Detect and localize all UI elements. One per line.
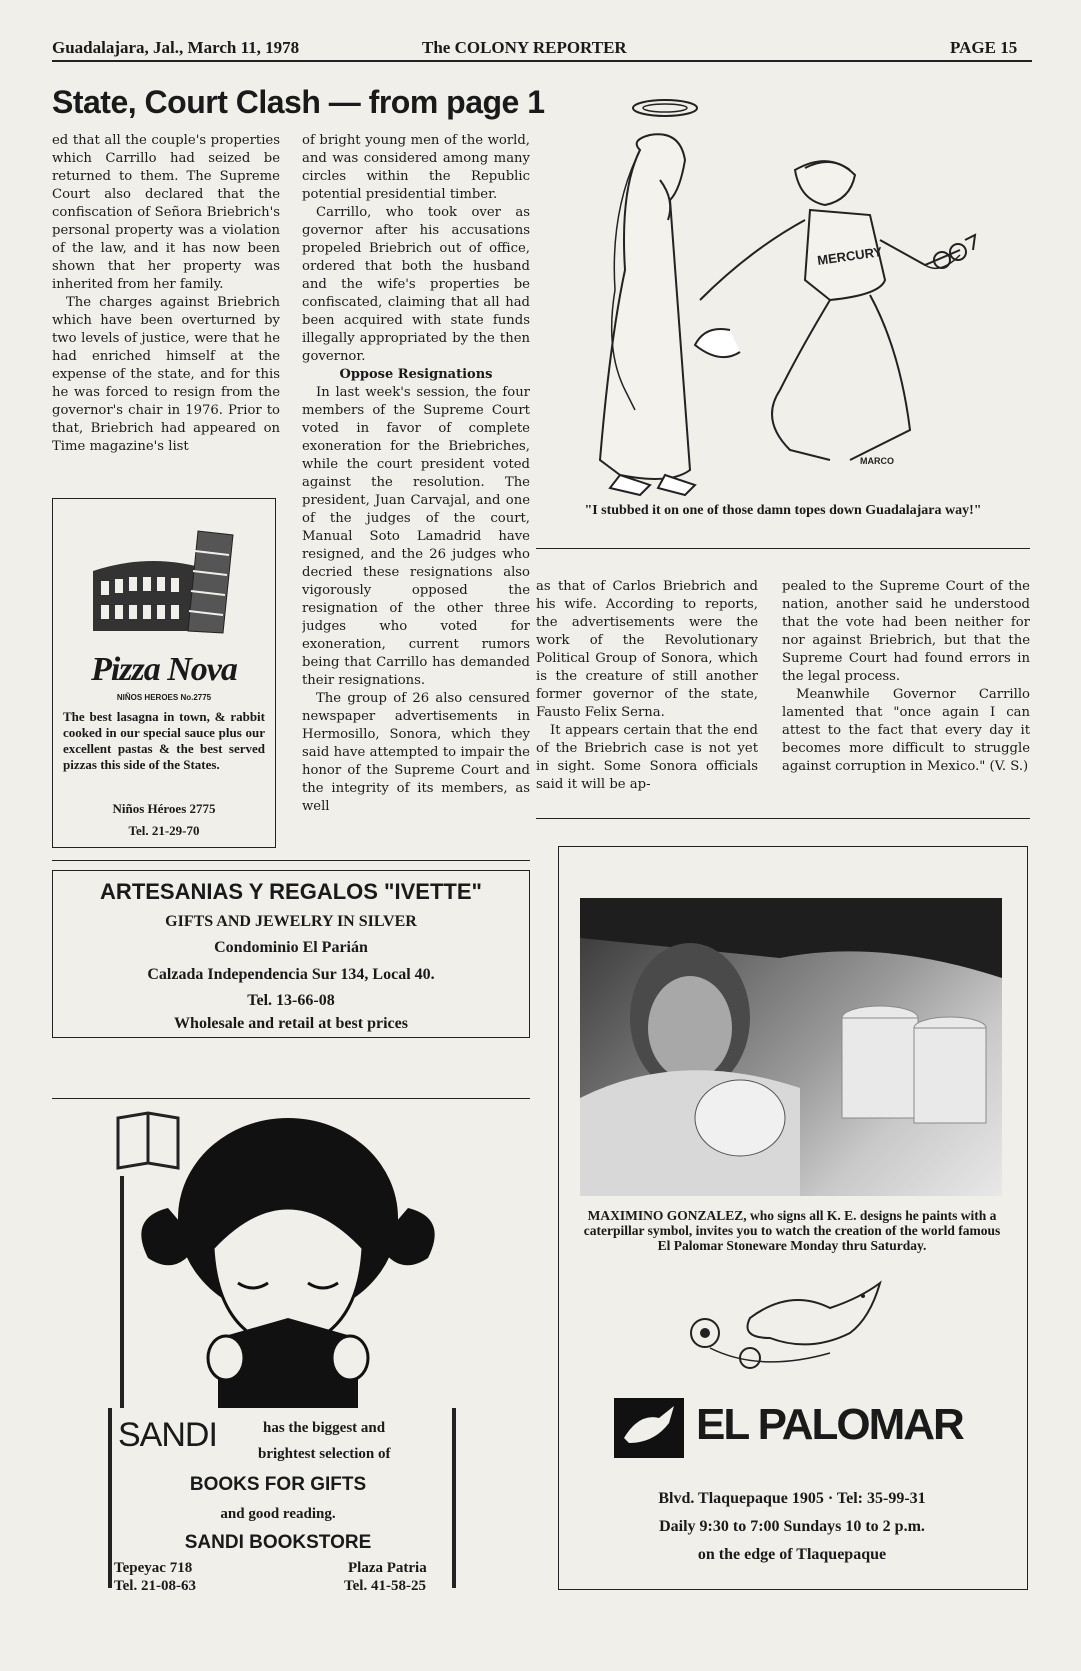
sandi-books-for-gifts: BOOKS FOR GIFTS <box>189 1474 367 1495</box>
sandi-ad <box>108 1108 458 1594</box>
header-rule <box>52 60 1032 62</box>
cartoon-caption: "I stubbed it on one of those damn topes down Guadalajara way!" <box>584 503 982 518</box>
paragraph: ed that all the couple's properties which Carrillo had seized be returned to them. The Supreme Court also declared that the confiscation of Señora Briebrich's personal property was a violation of the law, and it has now been shown that her property was inherited from her family. <box>52 133 280 292</box>
palomar-photo-caption: MAXIMINO GONZALEZ, who signs all K. E. designs he paints with a caterpillar symbol, invites you to watch the creation of the world famous El Palomar Stoneware Monday thru Saturday. <box>583 1208 1001 1253</box>
paragraph: It appears certain that the end of the Briebrich case is not yet in sight. Some Sonora officials said it will be ap- <box>536 723 758 792</box>
paragraph: Meanwhile Governor Carrillo lamented that "once again I can attest to the fact that every day it becomes more difficult to struggle against corruption in Mexico." (V. S.) <box>782 687 1030 774</box>
paragraph: pealed to the Supreme Court of the nation, another said he understood that the vote had been neither for nor against Briebrich, but that the Supreme Court had found errors in the legal process. <box>782 579 1030 684</box>
dove-logo-icon <box>614 1398 684 1458</box>
maximino-photo <box>580 898 1002 1196</box>
ivette-line-3: Calzada Independencia Sur 134, Local 40. <box>147 966 435 983</box>
cartoon-signature: MARCO <box>860 456 894 466</box>
sandi-address-1: Tepeyac 718 <box>114 1560 193 1576</box>
ivette-ad <box>52 870 530 1038</box>
photo-content <box>580 898 1002 1196</box>
palomar-hours: Daily 9:30 to 7:00 Sundays 10 to 2 p.m. <box>659 1518 925 1535</box>
ivette-line-1: GIFTS AND JEWELRY IN SILVER <box>165 913 417 930</box>
pizza-nova-blurb: The best lasagna in town, & rabbit cooked in our special sauce plus our excellent pastas & the best served pizzas this side of the States. <box>63 709 265 772</box>
sandi-tagline-1: has the biggest and <box>263 1420 386 1436</box>
cartoon-label: MERCURY <box>816 244 884 268</box>
article-column-4 <box>782 578 1030 810</box>
ivette-line-2: Condominio El Parián <box>214 939 368 956</box>
sandi-logo: SANDI <box>118 1416 217 1454</box>
sandi-bookstore-name: SANDI BOOKSTORE <box>184 1532 372 1553</box>
paragraph: as that of Carlos Briebrich and his wife. According to reports, the advertisements were the work of the Revolutionary Political Group of Sonora, which is the creature of still another former governor of the state, Fausto Felix Serna. <box>536 579 758 720</box>
girl-reading-book-icon <box>108 1108 458 1408</box>
newspaper-name: The COLONY REPORTER <box>422 38 627 57</box>
cartoon-rule <box>536 548 1030 549</box>
paragraph: In last week's session, the four members of the Supreme Court voted in favor of complete exoneration for the Briebriches, while the court president voted against the resolution. The president, Juan Carvajal, and one of the judges of the court, Manual Soto Lamadrid have resigned, and the 26 judges who decried these resignations also vigorously opposed the resignation of the other three judges who voted for exoneration, current rumors being that Carrillo has demanded their resignations. <box>302 385 530 688</box>
sandi-good-reading: and good reading. <box>220 1506 336 1522</box>
dateline: Guadalajara, Jal., March 11, 1978 <box>52 38 300 57</box>
subhead: Oppose Resignations <box>339 367 493 382</box>
sandi-phone-1: Tel. 21-08-63 <box>114 1578 196 1594</box>
page-number: PAGE 15 <box>950 38 1018 57</box>
ivette-title: ARTESANIAS Y REGALOS "IVETTE" <box>100 879 482 904</box>
article-column-2 <box>302 132 530 867</box>
headline: State, Court Clash — from page 1 <box>52 84 545 120</box>
article-column-1 <box>52 132 280 492</box>
ivette-line-4: Tel. 13-66-08 <box>247 992 335 1009</box>
cartoon-illustration <box>580 90 1030 510</box>
el-palomar-logo: EL PALOMAR <box>696 1400 963 1449</box>
sandi-tagline-2: brightest selection of <box>258 1446 391 1462</box>
pizza-nova-logo: Pizza Nova <box>91 651 237 688</box>
article-column-3 <box>536 578 758 810</box>
paragraph: Carrillo, who took over as governor after his accusations propeled Briebrich out of office, ordered that both the husband and the wife's properties be confiscated, claiming that all had been acquired with state funds illegally appropriated by the then governor. <box>302 205 530 364</box>
paragraph: The group of 26 also censured newspaper advertisements in Hermosillo, Sonora, which they said have attempted to impair the honor of the Supreme Court and the integrity of its members, as well <box>302 691 530 814</box>
palomar-location: on the edge of Tlaquepaque <box>697 1546 887 1563</box>
bird-flowers-icon <box>680 1278 920 1378</box>
paragraph: The charges against Briebrich which have been overturned by two levels of justice, were that he had enriched himself at the expense of the state, and for this he was forced to resign from the governor's chair in 1976. Prior to that, Briebrich had appeared on Time magazine's list <box>52 295 280 454</box>
article-end-rule <box>536 818 1030 819</box>
divider <box>52 860 530 861</box>
sandi-phone-2: Tel. 41-58-25 <box>344 1578 426 1594</box>
colosseum-tower-icon <box>83 521 243 641</box>
divider <box>52 1098 530 1099</box>
pizza-nova-phone: Tel. 21-29-70 <box>128 823 200 838</box>
pizza-nova-address: Niños Héroes 2775 <box>112 801 216 816</box>
sandi-address-2: Plaza Patria <box>348 1560 427 1576</box>
paragraph: of bright young men of the world, and was considered among many circles within the Republic potential presidential timber. <box>302 133 530 202</box>
ivette-line-5: Wholesale and retail at best prices <box>174 1015 408 1032</box>
palomar-address: Blvd. Tlaquepaque 1905 · Tel: 35-99-31 <box>658 1490 926 1507</box>
pizza-nova-small-address: NIÑOS HEROES No.2775 <box>116 693 212 702</box>
pizza-nova-ad <box>52 498 276 848</box>
